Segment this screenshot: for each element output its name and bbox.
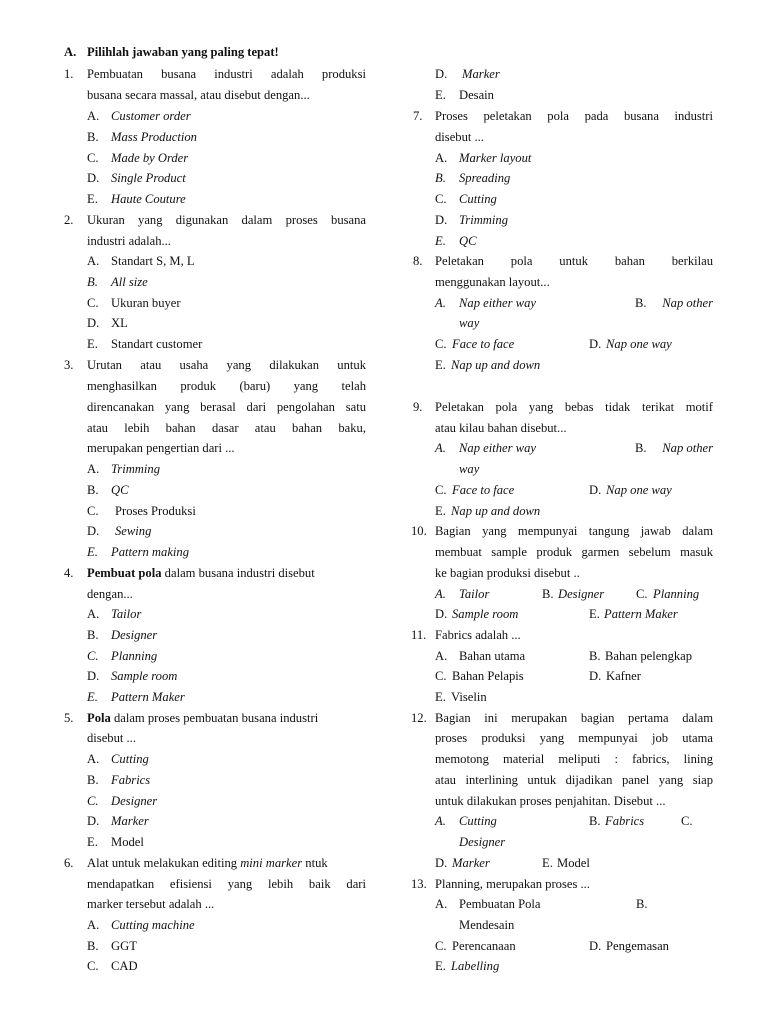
question-number: 7. bbox=[413, 109, 423, 123]
option-letter: D. bbox=[87, 524, 100, 538]
option-letter: A. bbox=[87, 607, 100, 621]
section-letter: A. bbox=[64, 45, 77, 59]
option-letter: E. bbox=[435, 504, 446, 518]
question-text: disebut ... bbox=[87, 731, 136, 745]
option-text: Perencanaan bbox=[452, 939, 516, 953]
option-letter: B. bbox=[635, 296, 647, 310]
option-text: Nap up and down bbox=[451, 358, 541, 372]
option-text: Trimming bbox=[459, 213, 508, 227]
question-text: proses produksi yang mempunyai job utama bbox=[435, 731, 713, 745]
question-text-italic: mini marker bbox=[240, 856, 303, 870]
option-letter: D. bbox=[435, 213, 448, 227]
option-text: Marker layout bbox=[459, 151, 532, 165]
option-letter: D. bbox=[435, 607, 448, 621]
question-text: Planning, merupakan proses ... bbox=[435, 877, 590, 891]
option-text: Sample room bbox=[111, 669, 178, 683]
option-text: Nap one way bbox=[606, 483, 672, 497]
option-text: Model bbox=[557, 856, 590, 870]
question-text: mendapatkan efisiensi yang lebih baik dari bbox=[87, 877, 366, 891]
option-letter: C. bbox=[435, 669, 447, 683]
option-text: Standart S, M, L bbox=[111, 254, 195, 268]
option-text: Model bbox=[111, 835, 144, 849]
option-letter: C. bbox=[435, 939, 447, 953]
option-letter: E. bbox=[87, 690, 98, 704]
option-letter: B. bbox=[542, 587, 554, 601]
question-number: 6. bbox=[64, 856, 74, 870]
option-letter: D. bbox=[589, 337, 602, 351]
option-text: Nap up and down bbox=[451, 504, 541, 518]
option-text: All size bbox=[111, 275, 148, 289]
option-letter: B. bbox=[87, 130, 99, 144]
option-text: Pembuatan Pola bbox=[459, 897, 541, 911]
question-text: atau interlining untuk dijadikan panel yang siap bbox=[435, 773, 713, 787]
option-letter: D. bbox=[87, 316, 100, 330]
question-text: untuk dilakukan proses penjahitan. Disebut ... bbox=[435, 794, 666, 808]
option-letter: E. bbox=[87, 192, 98, 206]
option-letter: E. bbox=[87, 835, 98, 849]
option-letter: A. bbox=[435, 441, 446, 455]
option-letter: E. bbox=[87, 545, 98, 559]
option-letter: A. bbox=[435, 587, 446, 601]
option-letter: B. bbox=[87, 773, 99, 787]
option-letter: A. bbox=[435, 814, 446, 828]
option-text: Cutting machine bbox=[111, 918, 195, 932]
question-text: atau lebih bahan dasar atau bahan baku, bbox=[87, 421, 366, 435]
question-number: 1. bbox=[64, 67, 74, 81]
option-letter: C. bbox=[87, 151, 99, 165]
option-letter: B. bbox=[435, 171, 446, 185]
option-letter: C. bbox=[87, 794, 99, 808]
option-letter: E. bbox=[542, 856, 553, 870]
question-number: 13. bbox=[411, 877, 427, 891]
option-text: Kafner bbox=[606, 669, 641, 683]
question-text-rest: dalam proses pembuatan busana industri bbox=[110, 711, 319, 725]
option-text: Sewing bbox=[115, 524, 152, 538]
option-letter: C. bbox=[636, 587, 648, 601]
option-letter: A. bbox=[87, 254, 100, 268]
option-letter: C. bbox=[435, 483, 447, 497]
option-text: Pattern Maker bbox=[111, 690, 185, 704]
option-letter: C. bbox=[87, 296, 99, 310]
option-letter: A. bbox=[87, 109, 100, 123]
question-number: 10. bbox=[411, 524, 427, 538]
option-letter: A. bbox=[87, 752, 100, 766]
option-letter: B. bbox=[87, 628, 99, 642]
option-letter: A. bbox=[435, 649, 448, 663]
question-text: Ukuran yang digunakan dalam proses busana bbox=[87, 213, 366, 227]
question-number: 3. bbox=[64, 358, 74, 372]
option-letter: D. bbox=[87, 171, 100, 185]
question-text: atau kilau bahan disebut... bbox=[435, 421, 567, 435]
option-text: Desain bbox=[459, 88, 494, 102]
option-text: Sample room bbox=[452, 607, 519, 621]
option-text: Made by Order bbox=[111, 151, 189, 165]
question-number: 9. bbox=[413, 400, 423, 414]
option-text: Nap other bbox=[662, 441, 713, 455]
option-text: Labelling bbox=[451, 959, 500, 973]
option-letter: C. bbox=[87, 504, 99, 518]
option-text: Spreading bbox=[459, 171, 511, 185]
option-text: Designer bbox=[111, 628, 158, 642]
question-text: Peletakan pola yang bebas tidak terikat motif bbox=[435, 400, 713, 414]
question-number: 5. bbox=[64, 711, 74, 725]
option-text: Bahan utama bbox=[459, 649, 526, 663]
question-number: 8. bbox=[413, 254, 423, 268]
question-text: Peletakan pola untuk bahan berkilau bbox=[435, 254, 713, 268]
option-letter: E. bbox=[589, 607, 600, 621]
option-letter: B. bbox=[87, 275, 98, 289]
option-text: Cutting bbox=[459, 192, 497, 206]
question-text: Proses peletakan pola pada busana industri bbox=[435, 109, 713, 123]
option-text: Proses Produksi bbox=[115, 504, 196, 518]
option-text: Tailor bbox=[111, 607, 142, 621]
option-text: QC bbox=[111, 483, 129, 497]
option-letter: A. bbox=[435, 897, 448, 911]
option-text: Designer bbox=[558, 587, 605, 601]
option-text: Pengemasan bbox=[606, 939, 669, 953]
question-text: Bagian ini merupakan bagian pertama dalam bbox=[435, 711, 713, 725]
option-text-continued: way bbox=[459, 316, 480, 330]
option-letter: E. bbox=[435, 959, 446, 973]
option-letter: C. bbox=[681, 814, 693, 828]
option-letter: E. bbox=[435, 234, 446, 248]
option-text: Marker bbox=[111, 814, 149, 828]
question-text: dengan... bbox=[87, 587, 133, 601]
question-number: 11. bbox=[411, 628, 427, 642]
option-letter: B. bbox=[87, 483, 99, 497]
question-text-part: Alat untuk melakukan editing bbox=[87, 856, 241, 870]
option-text: Viselin bbox=[451, 690, 487, 704]
option-text: Customer order bbox=[111, 109, 191, 123]
option-text: Designer bbox=[111, 794, 158, 808]
option-text: Planning bbox=[653, 587, 700, 601]
option-letter: A. bbox=[435, 151, 448, 165]
question-text: Pembuatan busana industri adalah produksi bbox=[87, 67, 366, 81]
option-letter: C. bbox=[435, 337, 447, 351]
option-text: Face to face bbox=[452, 337, 515, 351]
question-text: Urutan atau usaha yang dilakukan untuk bbox=[87, 358, 366, 372]
option-letter: E. bbox=[435, 88, 446, 102]
option-text: Single Product bbox=[111, 171, 186, 185]
option-letter: C. bbox=[87, 649, 99, 663]
question-number: 4. bbox=[64, 566, 74, 580]
option-letter: A. bbox=[435, 296, 446, 310]
option-text: Cutting bbox=[459, 814, 497, 828]
option-letter: D. bbox=[589, 939, 602, 953]
question-text bbox=[87, 855, 328, 871]
option-letter: C. bbox=[87, 959, 99, 973]
option-text: QC bbox=[459, 234, 477, 248]
question-text: marker tersebut adalah ... bbox=[87, 897, 215, 911]
question-text: industri adalah... bbox=[87, 234, 171, 248]
question-text: ke bagian produksi disebut .. bbox=[435, 566, 580, 580]
option-text: Tailor bbox=[459, 587, 490, 601]
option-letter: B. bbox=[635, 441, 647, 455]
option-text: Trimming bbox=[111, 462, 160, 476]
option-letter: D. bbox=[589, 483, 602, 497]
question-text: menghasilkan produk (baru) yang telah bbox=[87, 379, 366, 393]
option-text: Marker bbox=[452, 856, 490, 870]
option-letter: B. bbox=[636, 897, 648, 911]
option-text: GGT bbox=[111, 939, 137, 953]
question-text: memotong material meliputi : fabrics, lining bbox=[435, 752, 713, 766]
option-text: Fabrics bbox=[111, 773, 151, 787]
option-text: Marker bbox=[462, 67, 500, 81]
question-text: menggunakan layout... bbox=[435, 275, 550, 289]
option-text-continued: way bbox=[459, 462, 480, 476]
option-letter: D. bbox=[435, 856, 448, 870]
option-text: Haute Couture bbox=[111, 192, 186, 206]
keyword-bold: Pembuat pola bbox=[87, 566, 162, 580]
option-letter: B. bbox=[87, 939, 99, 953]
option-letter: E. bbox=[435, 358, 446, 372]
option-letter: B. bbox=[589, 649, 601, 663]
option-letter: C. bbox=[435, 192, 447, 206]
option-text: Pattern Maker bbox=[604, 607, 678, 621]
option-text: CAD bbox=[111, 959, 138, 973]
option-text: Ukuran buyer bbox=[111, 296, 181, 310]
question-text: busana secara massal, atau disebut dengan... bbox=[87, 88, 310, 102]
option-letter: E. bbox=[87, 337, 98, 351]
option-letter: D. bbox=[87, 814, 100, 828]
option-text: Cutting bbox=[111, 752, 149, 766]
option-text: Nap either way bbox=[459, 441, 536, 455]
option-text: Bahan pelengkap bbox=[605, 649, 693, 663]
question-text: direncanakan yang berasal dari pengolahan satu bbox=[87, 400, 366, 414]
section-title: Pilihlah jawaban yang paling tepat! bbox=[87, 45, 279, 59]
option-text: Mendesain bbox=[459, 918, 515, 932]
option-letter: E. bbox=[435, 690, 446, 704]
option-letter: D. bbox=[87, 669, 100, 683]
option-text: Nap one way bbox=[606, 337, 672, 351]
option-text: Designer bbox=[459, 835, 506, 849]
question-text: membuat sample produk garmen sebelum masuk bbox=[435, 545, 713, 559]
question-number: 12. bbox=[411, 711, 427, 725]
option-text: Planning bbox=[111, 649, 158, 663]
option-text: Nap either way bbox=[459, 296, 536, 310]
option-text: Standart customer bbox=[111, 337, 203, 351]
keyword-bold: Pola bbox=[87, 711, 111, 725]
question-text bbox=[87, 710, 366, 726]
option-text: Pattern making bbox=[111, 545, 189, 559]
question-text: merupakan pengertian dari ... bbox=[87, 441, 235, 455]
question-text bbox=[87, 565, 366, 581]
option-letter: A. bbox=[87, 918, 100, 932]
option-letter: B. bbox=[589, 814, 601, 828]
option-letter: D. bbox=[435, 67, 448, 81]
option-text: Mass Production bbox=[111, 130, 197, 144]
question-text-rest: dalam busana industri disebut bbox=[161, 566, 315, 580]
option-text: Bahan Pelapis bbox=[452, 669, 524, 683]
option-text: XL bbox=[111, 316, 128, 330]
question-text: disebut ... bbox=[435, 130, 484, 144]
option-text: Nap other bbox=[662, 296, 713, 310]
question-text-part: ntuk bbox=[302, 856, 328, 870]
option-text: Fabrics bbox=[605, 814, 645, 828]
option-letter: D. bbox=[589, 669, 602, 683]
option-letter: A. bbox=[87, 462, 100, 476]
question-text: Bagian yang mempunyai tangung jawab dalam bbox=[435, 524, 713, 538]
option-text: Face to face bbox=[452, 483, 515, 497]
question-text: Fabrics adalah ... bbox=[435, 628, 521, 642]
question-number: 2. bbox=[64, 213, 74, 227]
